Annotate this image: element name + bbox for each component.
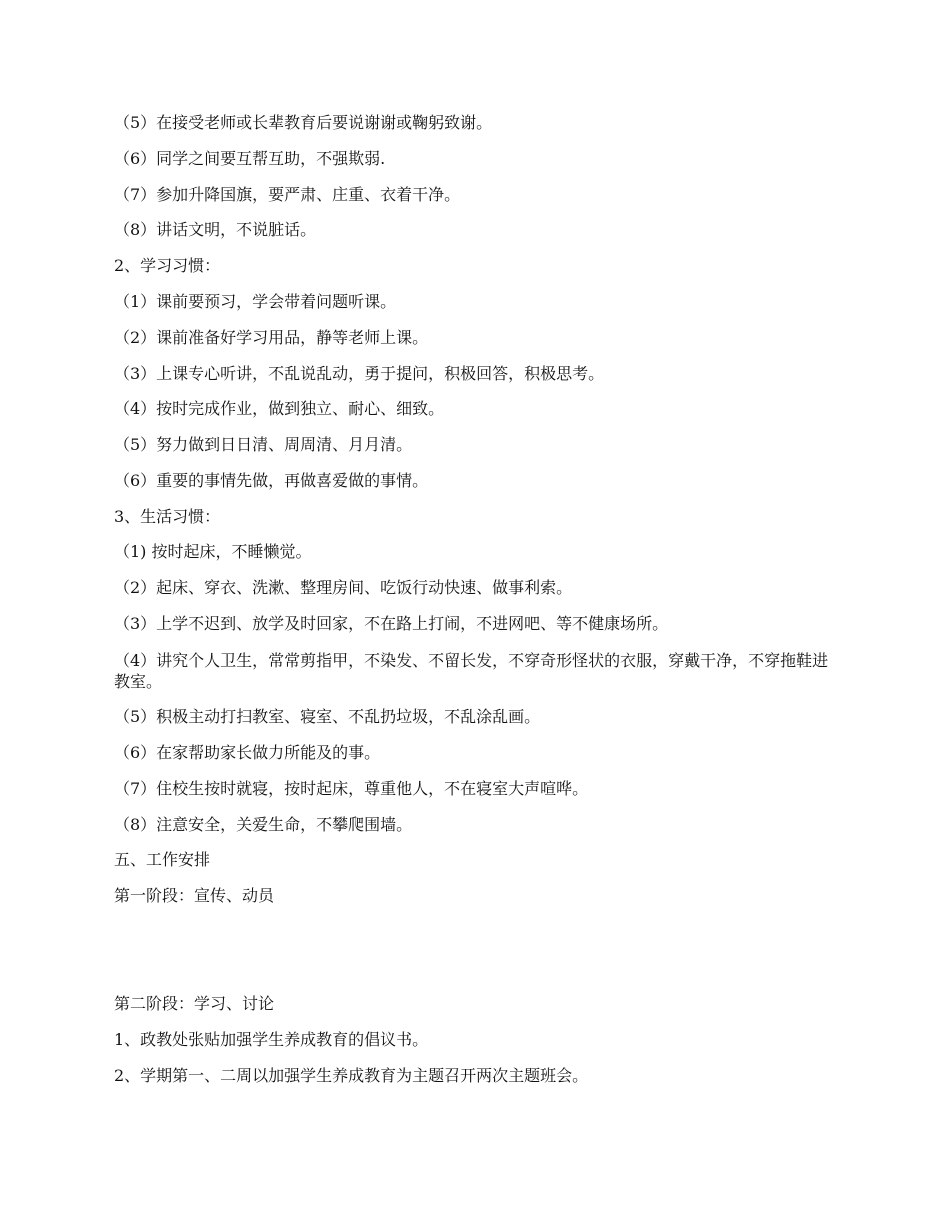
text-line: （5）积极主动打扫教室、寝室、不乱扔垃圾，不乱涂乱画。 [114,707,541,726]
stage-heading: 第二阶段：学习、讨论 [114,994,275,1013]
text-paragraph: （4）讲究个人卫生，常常剪指甲，不染发、不留长发，不穿奇形怪状的衣服，穿戴干净，不穿拖鞋进教室。 [114,651,829,691]
text-line: （1）课前要预习，学会带着问题听课。 [114,292,397,311]
section-heading: 2、学习习惯： [114,256,221,275]
text-line: （1) 按时起床，不睡懒觉。 [114,542,312,561]
text-line: （8）注意安全，关爱生命，不攀爬围墙。 [114,815,413,834]
text-line: （7）参加升降国旗，要严肃、庄重、衣着干净。 [114,185,461,204]
text-line: （8）讲话文明，不说脏话。 [114,220,317,239]
text-line: 1、政教处张贴加强学生养成教育的倡议书。 [114,1030,429,1049]
text-line: （5）在接受老师或长辈教育后要说谢谢或鞠躬致谢。 [114,113,493,132]
stage-heading: 第一阶段：宣传、动员 [114,886,275,905]
text-line: （6）重要的事情先做，再做喜爱做的事情。 [114,471,429,490]
text-line: （2）起床、穿衣、洗漱、整理房间、吃饭行动快速、做事利索。 [114,578,573,597]
text-line: 2、学期第一、二周以加强学生养成教育为主题召开两次主题班会。 [114,1066,589,1085]
text-line: （3）上学不迟到、放学及时回家，不在路上打闹，不进网吧、等不健康场所。 [114,614,669,633]
text-line: （5）努力做到日日清、周周清、月月清。 [114,435,413,454]
text-line: （6）同学之间要互帮互助，不强欺弱. [114,149,386,168]
text-line: （2）课前准备好学习用品，静等老师上课。 [114,328,429,347]
text-line: （7）住校生按时就寝，按时起床，尊重他人，不在寝室大声喧哗。 [114,779,589,798]
text-line: （6）在家帮助家长做力所能及的事。 [114,743,381,762]
section-heading: 五、工作安排 [114,850,211,869]
text-line: （3）上课专心听讲，不乱说乱动，勇于提问，积极回答，积极思考。 [114,364,605,383]
section-heading: 3、生活习惯： [114,507,221,526]
text-line: （4）按时完成作业，做到独立、耐心、细致。 [114,399,445,418]
